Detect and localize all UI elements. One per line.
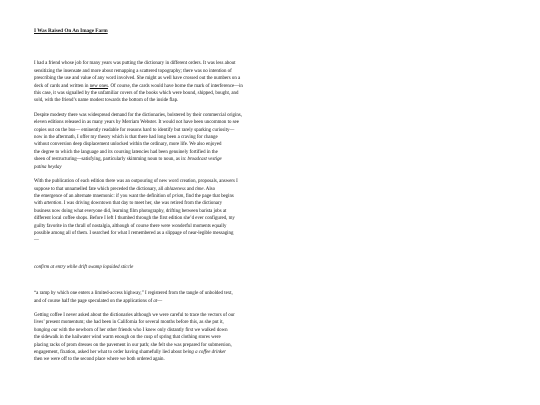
text-line: prescribing the use and value of any word involved. She might as well have crossed out the numbers on a (34, 76, 241, 82)
text-line: Getting coffee I never asked about the dictionaries although we were careful to trace the vectors of our (34, 312, 235, 318)
underlined-phrase: new ones (89, 83, 109, 89)
text-span: suppose to that unnamelled fate which preceded the dictionary, all (34, 186, 165, 192)
paragraph-5 (34, 290, 496, 305)
text-line: eleven editions released in as many years by Merriam Webster. It would not have been uncommon to see (34, 120, 239, 126)
text-line (34, 83, 496, 90)
paragraph-6 (34, 312, 496, 364)
italic-phrase: ablazeness (164, 186, 186, 192)
text-span: . Also (203, 186, 216, 192)
text-line: now in the aftermath, I offer my theory which is that there had long been a craving for change (34, 135, 218, 141)
paragraph-3 (34, 178, 496, 245)
text-span: — (157, 298, 163, 304)
text-line (34, 349, 496, 356)
text-span: with the newborn of her other friends who I knew only distantly first we walked down (57, 327, 228, 333)
paragraph-2 (34, 112, 496, 171)
text-span: deck of cards and written in (34, 83, 90, 89)
text-line: guilty favorite in the thrall of nostalgia, although of course there were wonderful moments equally (34, 223, 227, 229)
text-span: and of course half the page speculated on the applications of (34, 298, 154, 304)
text-line (34, 200, 496, 207)
text-line (34, 298, 496, 305)
text-line: Despite modesty there was widespread demand for the dictionaries, bolstered by their commercial origins, (34, 112, 242, 118)
italic-phrase: time (195, 186, 204, 192)
text-span: the emergence of an alternate mnemonic: if you want the definition of (34, 193, 173, 199)
text-line: sold, with the friend’s name modest towards the bottom of the inside flap. (34, 98, 179, 104)
italic-phrase: prism (172, 193, 184, 199)
text-span: , find the page that begins (183, 193, 234, 199)
text-span: sheen of restructuring—satisfying, particularly skimming noun to noun, as in: (34, 157, 188, 163)
italic-phrase: broadcast vestige (187, 157, 222, 163)
text-line: the sidewalk in the hailwater wind warm enough on the cusp of spring that clothing stores were (34, 335, 221, 341)
text-line: different local coffee shops. Before I left I thumbed through the first edition she’d ever configured, my (34, 216, 235, 222)
text-line (34, 327, 496, 334)
text-line: without conversion deep displacement unlocked within the ordinary, more life. We also enjoyed (34, 142, 222, 148)
text-line: With the publication of each edition there was an outpouring of new word creation, proposals, answers I (34, 179, 238, 185)
text-line: then we were off to the second place where we both ordered again. (34, 357, 165, 363)
text-line: I had a friend whose job for many years was putting the dictionary in different orders. It was less about (34, 61, 236, 67)
italic-phrase: attention (43, 201, 62, 207)
text-line: business now doing what everyone did, learning film photography, drifting between barista jobs at (34, 208, 227, 214)
italic-phrase: patina (34, 164, 47, 170)
italic-fragment: confirm at entry while drift swamp lopsided sticcle (34, 264, 134, 270)
italic-phrase: at (153, 298, 158, 304)
text-line (34, 156, 496, 163)
text-line: sensitizing the insensate and more about remapping a scattered topography; there was no intention of (34, 68, 232, 74)
text-line: the degree to which the language and its coursing latencies had been genuinely fortified in the (34, 149, 218, 155)
italic-phrase: heyday (47, 164, 62, 170)
text-line (34, 186, 496, 193)
text-span: . Of course, the cards would have borne the mark of interference—in (108, 83, 243, 89)
text-span: and (185, 186, 196, 192)
text-line: this case, it was signalled by the unfamiliar covers of the books which were bound, shipped, bought, and (34, 91, 239, 97)
text-line (34, 164, 496, 171)
text-line: copies out on the bus— eminently readable for reasons hard to identify but rarely sparking curiosity— (34, 127, 235, 133)
text-span: . I was driving downtown that day to meet her, she was retired from the dictionary (61, 201, 223, 207)
paragraph-1 (34, 60, 496, 104)
text-line: lives’ present momentum; she had been in California for several months before this, as she put it, (34, 320, 224, 326)
text-span: engagement, fixation, asked her what to order having shamefully lied about (34, 350, 183, 355)
text-line: possible among all of them. I searched for what I remembered as a slippage of near-legible messaging (34, 230, 234, 236)
italic-phrase: being a coffee drinker (182, 350, 227, 355)
document-title: I Was Raised On An Image Farm (34, 28, 108, 34)
text-line (34, 193, 496, 200)
text-line: placing racks of prom dresses on the pavement in our path; she felt she was prepared for submersion, (34, 342, 232, 348)
text-line: — (34, 238, 39, 244)
text-span: with (34, 201, 44, 207)
italic-phrase: hanging out (34, 327, 58, 333)
text-line: “a ramp by which one enters a limited-access highway,” I registered from the tangle of unbolded text, (34, 291, 233, 297)
document-page (34, 28, 496, 371)
